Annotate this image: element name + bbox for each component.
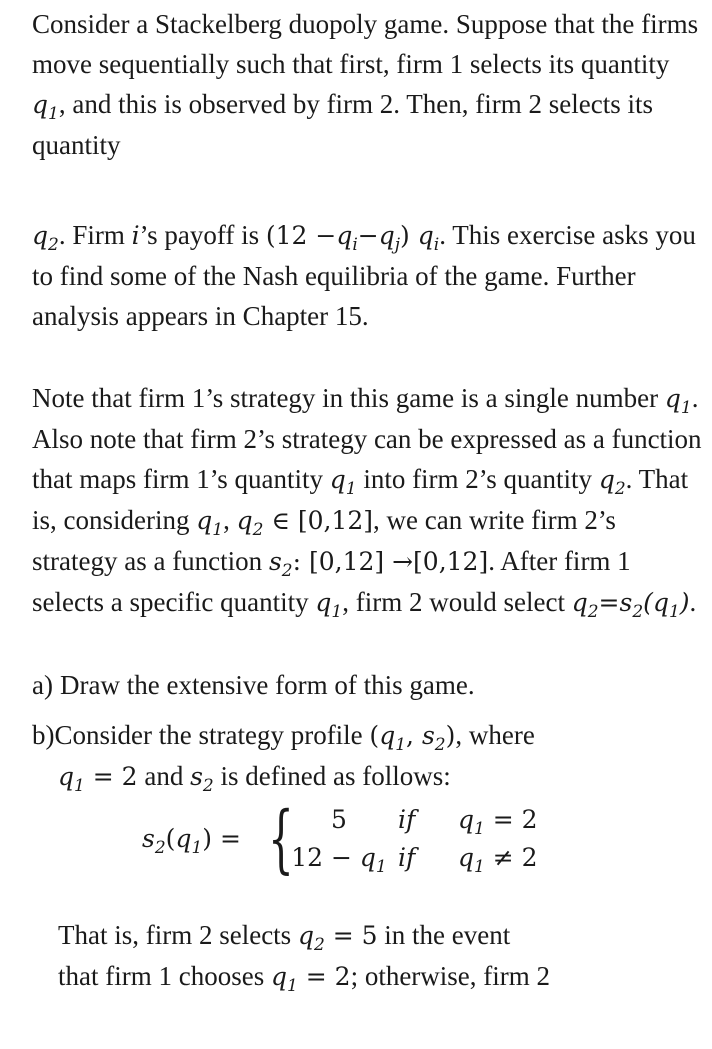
paragraph-intro [32,4,708,165]
math-q1: $q_1$ [315,588,343,622]
document [32,4,708,997]
text: . Firm [58,220,132,250]
math-q2: $q_2$ [236,506,264,540]
math-s2: $s_2$ [190,762,214,796]
math-q1: $q_1$ [329,465,357,499]
math-q1: $q_1$ [58,762,85,796]
paragraph-strategy: Note that firm 1’s strategy in this game is a single number $q_1$. Also note that firm 2’s strategy can be expressed as a function that maps firm 1’s quantity $q_1$ into firm 2’s quantity $q_2$. That is, considering $q_1$, $q_2$ ∈ [0,12], we can write firm 2’s strategy as a function $s_2$: [0,12] →[0,12]. After firm 1 selects a specific quantity $q_1$, firm 2 would select $q_2=s_2(q_1)$. [32,383,702,622]
question-a-label: a) [32,670,53,700]
brace-icon: { [268,796,294,882]
math-i: i [131,221,140,250]
question-b-label: b) [32,720,55,750]
text: , we can write firm 2’s strategy as a function [32,505,616,576]
text: , and this is observed by firm 2. Then, firm 2 selects its quantity [32,89,654,160]
piecewise-lhs: $s_2(q_1)$ = [142,824,241,858]
math-q1: $q_1$ [664,384,692,418]
math-s2: $s_2$ [268,547,293,581]
text: into firm 2’s quantity [356,464,599,494]
paragraph-payoff [32,215,708,336]
text: . That is, considering [32,464,689,535]
math-payoff: $(12 -q_i-q_j)$ $q_i$ [265,221,440,255]
math-q2: $q_2$ [297,921,325,955]
piecewise-definition [32,796,708,883]
text: ’s payoff is [139,220,266,250]
math-mapping: : [0,12] →[0,12] [292,547,489,576]
math-q2: $q_2$ [598,465,626,499]
question-a [32,665,708,705]
question-b: b)Consider the strategy profile ($q_1$, $s_2$), where $q_1 = 2$ and $s_2$ is defined as follows: $s_2(q_1)$ = { 5 if $q_1 = 2$ $12 - q_1$ if $q_1 \ne 2$ That is, firm 2 selects $q_2 = 5$ in the event that firm 1 chooses $q_1 = 2$; otherwise, firm 2 [32,715,708,997]
piecewise-row-1: 5 if $q_1 = 2$ [331,805,538,839]
text: . This exercise asks you to find some of the Nash equilibria of the game. Further analysis appears in Chapter 15. [32,220,696,331]
math-profile: ($q_1$, $s_2$) [369,721,456,755]
math-q1: $q_1$ [196,506,224,540]
math-q1: $q_1$ [32,90,59,124]
question-b-text: Consider the strategy profile [54,720,370,750]
text: , firm 2 would select [342,587,572,617]
math-q2: $q_2$ [32,221,59,255]
text: . Also note that firm 2’s strategy can be expressed as a function that maps firm 1’s quantity [32,383,702,494]
piecewise-row-2: $12 - q_1$ if $q_1 \ne 2$ [291,843,538,877]
question-a-text: Draw the extensive form of this game. [60,670,475,700]
math-q2-eq-s2: $q_2=s_2(q_1)$ [571,588,690,622]
text: . After firm 1 selects a specific quantity [32,546,631,617]
math-interval: ∈ [0,12] [263,506,373,535]
text: Consider a Stackelberg duopoly game. Suppose that the firms move sequentially such that first, firm 1 selects its quantity [32,9,699,79]
math-q1: $q_1$ [270,962,298,996]
text: Note that firm 1’s strategy in this game is a single number [32,383,665,413]
